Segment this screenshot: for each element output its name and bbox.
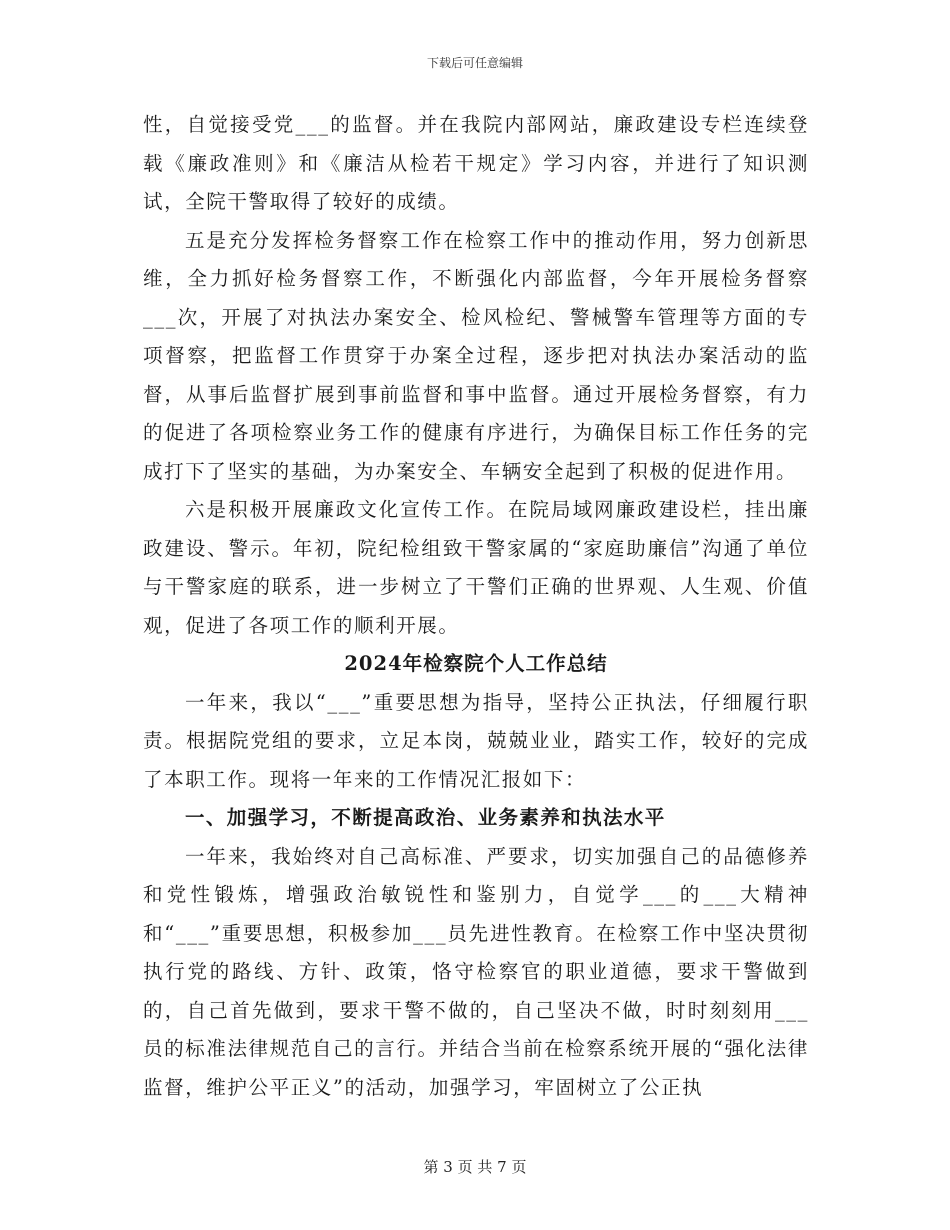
document-body [143, 106, 809, 1107]
document-title: 2024年检察院个人工作总结 [344, 652, 608, 675]
paragraph-study: 一年来，我始终对自己高标准、严要求，切实加强自己的品德修养和党性锻炼，增强政治敏锐性和鉴别力，自觉学___的___大精神和“___”重要思想，积极参加___员先进性教育。在检察工作中坚决贯彻执行党的路线、方针、政策，恪守检察官的职业道德，要求干警做到的，自己首先做到，要求干警不做的，自己坚决不做，时时刻刻用___员的标准法律规范自己的言行。并结合当前在检察系统开展的“强化法律监督，维护公平正义”的活动，加强学习，牢固树立了公正执 [143, 844, 809, 1099]
paragraph-point-six: 六是积极开展廉政文化宣传工作。在院局域网廉政建设栏，挂出廉政建设、警示。年初，院纪检组致干警家属的“家庭助廉信”沟通了单位与干警家庭的联系，进一步树立了干警们正确的世界观、人生观、价值观，促进了各项工作的顺利开展。 [143, 498, 809, 637]
paragraph-point-five: 五是充分发挥检务督察工作在检察工作中的推动作用，努力创新思维，全力抓好检务督察工作，不断强化内部监督，今年开展检务督察___次，开展了对执法办案安全、检风检纪、警械警车管理等方面的专项督察，把监督工作贯穿于办案全过程，逐步把对执法办案活动的监督，从事后监督扩展到事前监督和事中监督。通过开展检务督察，有力的促进了各项检察业务工作的健康有序进行，为确保目标工作任务的完成打下了坚实的基础，为办案安全、车辆安全起到了积极的促进作用。 [143, 228, 809, 483]
page-footer: 第 3 页 共 7 页 [423, 1158, 527, 1176]
paragraph-supervision-continued: 性，自觉接受党___的监督。并在我院内部网站，廉政建设专栏连续登载《廉政准则》和《廉洁从检若干规定》学习内容，并进行了知识测试，全院干警取得了较好的成绩。 [143, 113, 809, 213]
paragraph-intro: 一年来，我以“___”重要思想为指导，坚持公正执法，仔细履行职责。根据院党组的要求，立足本岗，兢兢业业，踏实工作，较好的完成了本职工作。现将一年来的工作情况汇报如下： [143, 690, 809, 791]
page-header: 下载后可任意编辑 [426, 56, 523, 70]
section-heading-1: 一、加强学习，不断提高政治、业务素养和执法水平 [185, 806, 666, 829]
